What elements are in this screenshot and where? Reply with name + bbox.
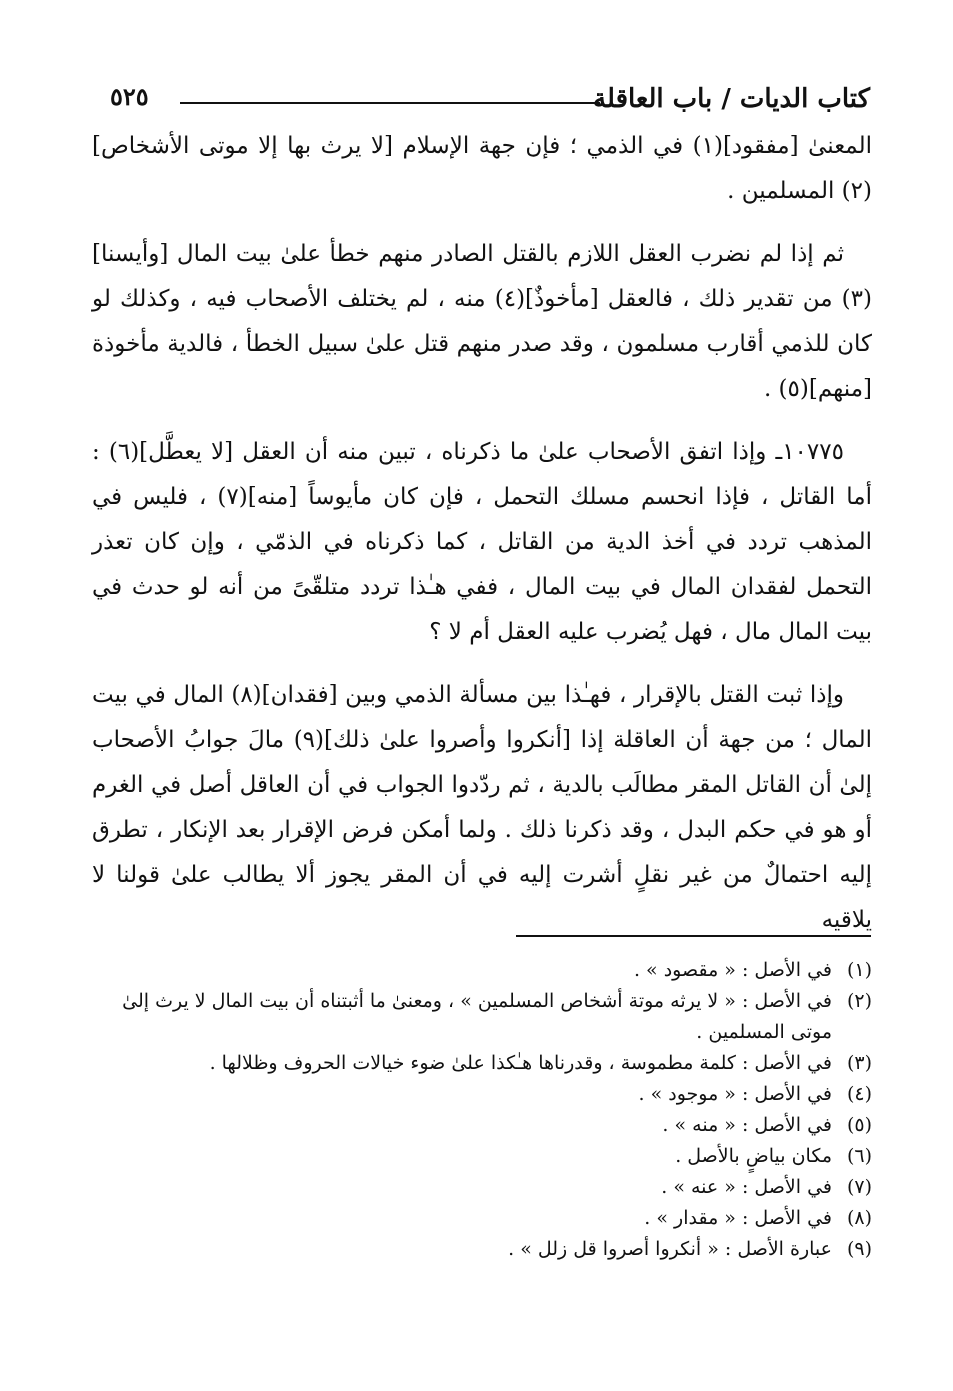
page-number: ٥٢٥ [110,82,149,111]
footnote-text: في الأصل : « مقدار » . [644,1207,832,1229]
footnote [80,1048,872,1079]
footnote [80,1234,872,1265]
main-text [92,124,872,961]
footnote-number: (٤) [846,1083,872,1105]
footnote-text: في الأصل : « منه » . [662,1114,832,1136]
footnote-number: (٣) [846,1052,872,1074]
footnote [80,1141,872,1172]
footnote-text: في الأصل : « موجود » . [638,1083,832,1105]
footnote [80,1110,872,1141]
footnote [80,955,872,986]
footnote [80,986,872,1048]
footnote [80,1172,872,1203]
paragraph-2: ثم إذا لم نضرب العقل اللازم بالقتل الصادر منهم خطأ علىٰ بيت المال [وأيسنا](٣) من تقدير ذلك ، فالعقل [مأخوذٌ](٤) منه ، لم يختلف الأصحاب فيه ، وكذلك لو كان للذمي أقارب مسلمون ، وقد صدر منهم قتل علىٰ سبيل الخطأ ، فالدية مأخوذة [منهم](٥) . [92,241,872,402]
footnote-number: (٩) [846,1238,872,1260]
footnote-number: (١) [846,959,872,981]
footnote-text: مكان بياضٍ بالأصل . [675,1145,832,1167]
header-rule [180,102,600,104]
footnote-number: (٨) [846,1207,872,1229]
paragraph-3: ١٠٧٧٥ـ وإذا اتفق الأصحاب علىٰ ما ذكرناه ، تبين منه أن العقل [لا يعطَّل](٦) : أما القاتل ، فإذا انحسم مسلك التحمل ، فإن كان مأيوساً [منه](٧) ، فليس في المذهب تردد في أخذ الدية من القاتل ، كما ذكرناه في الذمّي ، وإن كان تعذر التحمل لفقدان المال في بيت المال ، ففي هـٰذا تردد متلقّىً من أنه لو حدث في بيت المال مال ، فهل يُضرب عليه العقل أم لا ؟ [92,439,872,645]
footnote [80,1079,872,1110]
footnote-text: في الأصل : « عنه » . [661,1176,832,1198]
running-header [110,80,870,120]
footnote-number: (٥) [846,1114,872,1136]
paragraph-1: المعنىٰ [مفقود](١) في الذمي ؛ فإن جهة الإسلام [لا يرث بها إلا موتى الأشخاص](٢) المسلمين . [92,133,872,204]
footnote-number: (٦) [846,1145,872,1167]
footnote-number: (٢) [846,990,872,1012]
footnote-text: في الأصل : كلمة مطموسة ، وقدرناها هـٰكذا علىٰ ضوء خيالات الحروف وظلالها . [209,1052,832,1074]
footnotes [80,955,872,1265]
footnote-text: عبارة الأصل : « أنكروا أصروا قل زلل » . [508,1238,832,1260]
paragraph-4: وإذا ثبت القتل بالإقرار ، فهـٰذا بين مسألة الذمي وبين [فقدان](٨) المال في بيت المال ؛ من جهة أن العاقلة إذا [أنكروا وأصروا علىٰ ذلك](٩) مالَ جوابُ الأصحاب إلىٰ أن القاتل المقر مطالَب بالدية ، ثم ردّدوا الجواب في أن العاقل أصل في الغرم أو هو في حكم البدل ، وقد ذكرنا ذلك . ولما أمكن فرض الإقرار بعد الإنكار ، تطرق إليه احتمالٌ من غير نقلٍ أشرت إليه في أن المقر يجوز ألا يطالب علىٰ قولنا لا يلاقيه [92,682,872,933]
footnote-separator [516,935,871,937]
footnote [80,1203,872,1234]
footnote-text: في الأصل : « لا يرثه موتة أشخاص المسلمين » ، ومعنىٰ ما أثبتناه أن بيت المال لا يرث إلىٰ موتى المسلمين . [122,990,832,1043]
footnote-number: (٧) [846,1176,872,1198]
footnote-text: في الأصل : « مقصود » . [633,959,832,981]
chapter-title: كتاب الديات / باب العاقلة [593,84,870,114]
